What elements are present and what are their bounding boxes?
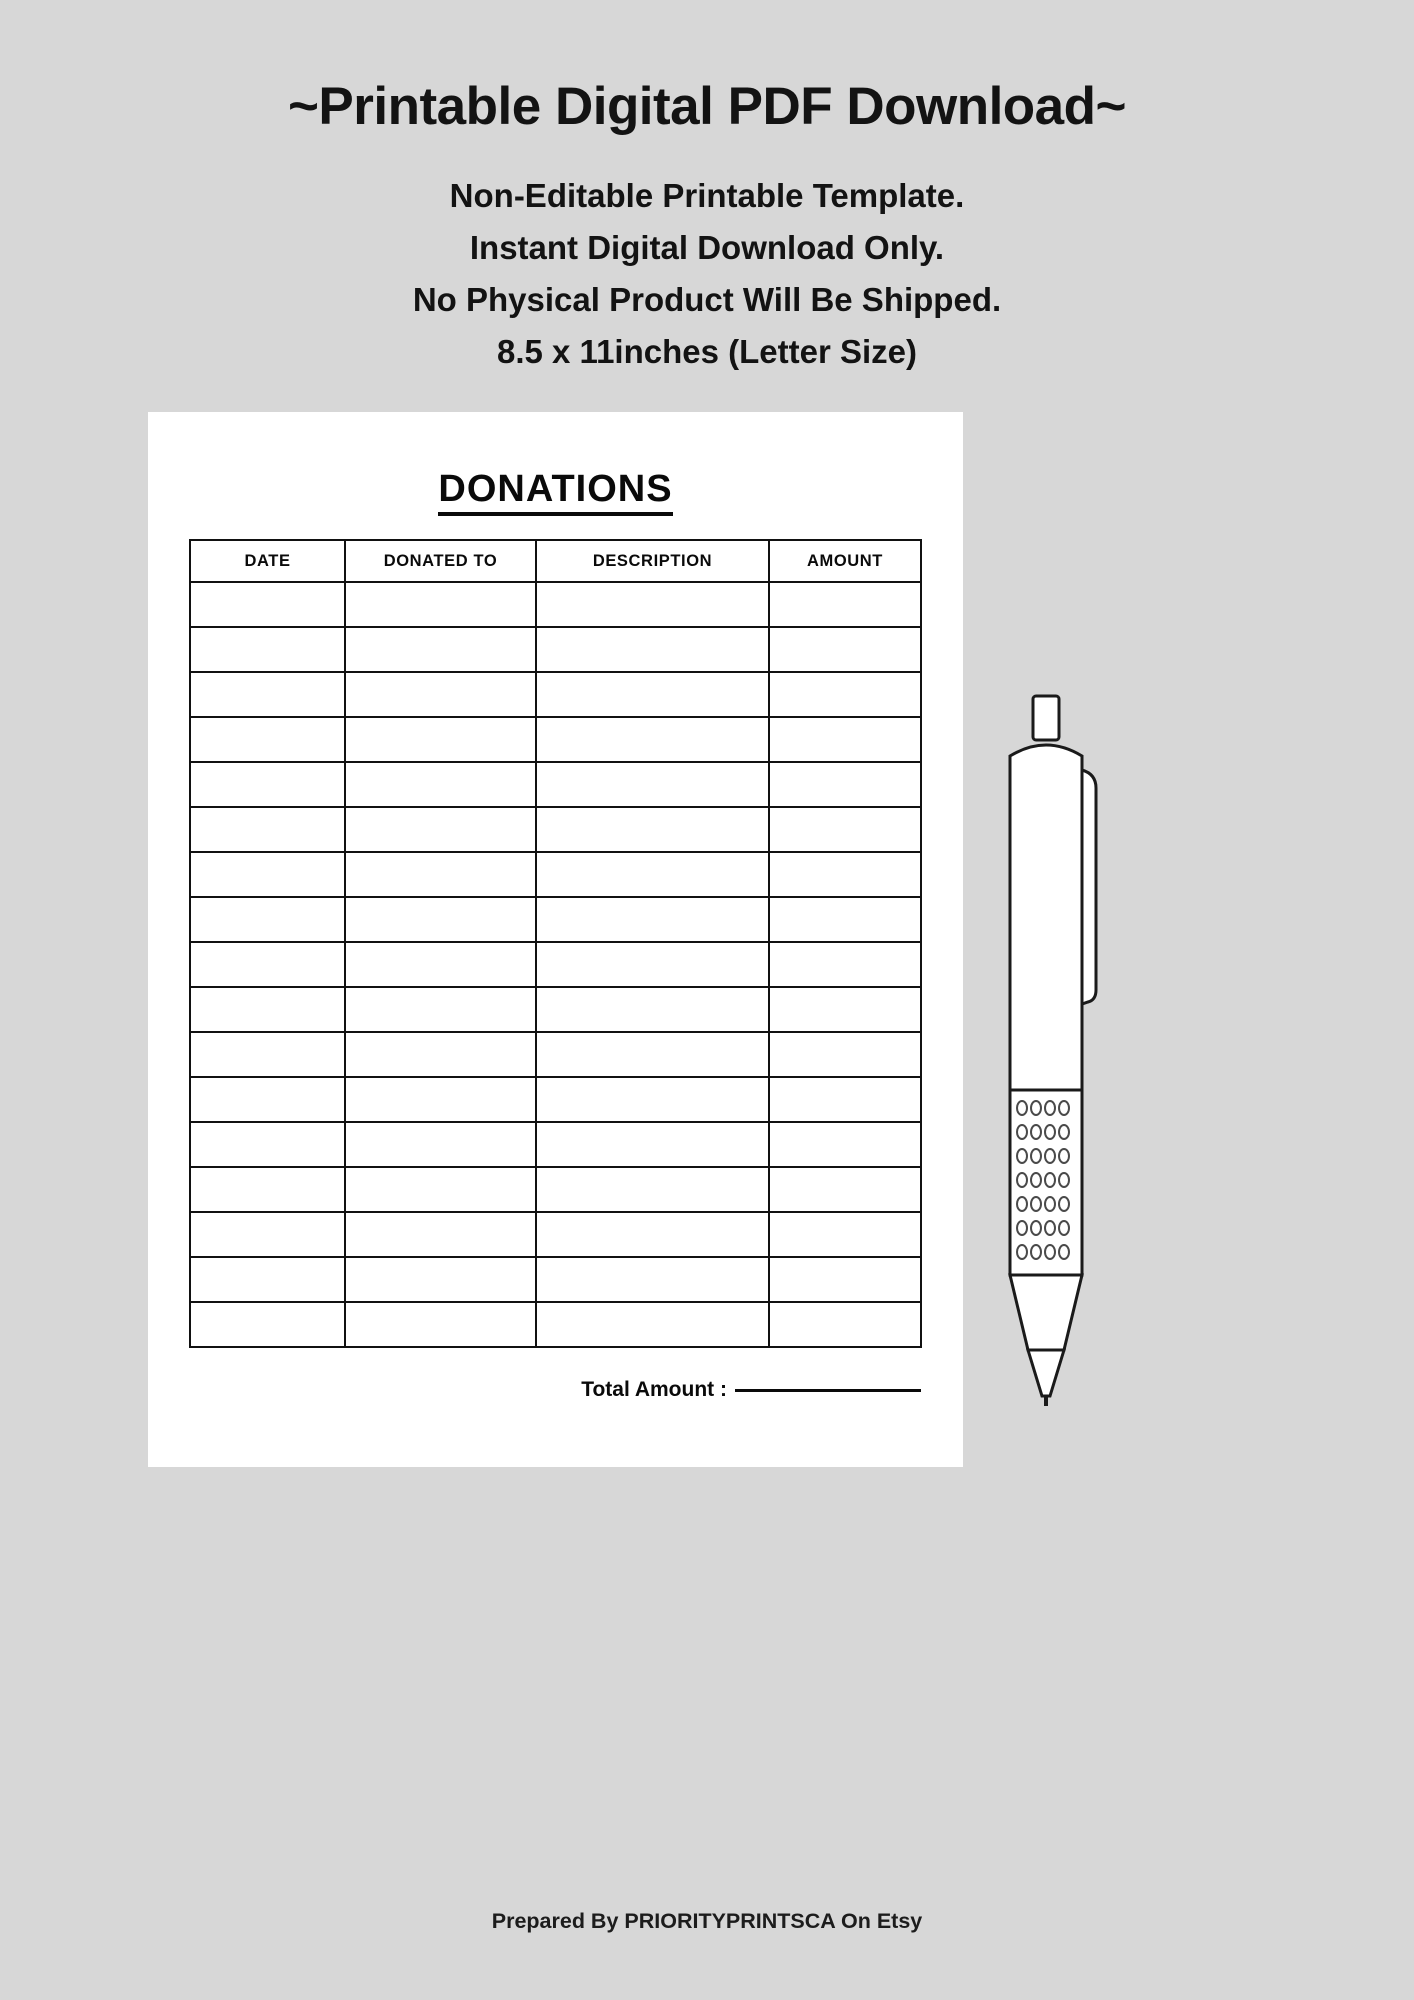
table-cell bbox=[769, 1167, 921, 1212]
table-cell bbox=[536, 1257, 769, 1302]
table-cell bbox=[190, 897, 345, 942]
table-cell bbox=[345, 627, 536, 672]
table-cell bbox=[345, 1257, 536, 1302]
document-title-text: DONATIONS bbox=[438, 468, 672, 516]
table-cell bbox=[769, 627, 921, 672]
table-cell bbox=[769, 807, 921, 852]
table-cell bbox=[345, 807, 536, 852]
table-cell bbox=[769, 717, 921, 762]
table-cell bbox=[536, 717, 769, 762]
table-cell bbox=[769, 942, 921, 987]
table-cell bbox=[769, 582, 921, 627]
column-header-description: DESCRIPTION bbox=[536, 540, 769, 582]
header-line-2: Instant Digital Download Only. bbox=[469, 229, 945, 267]
table-row bbox=[190, 1302, 921, 1347]
table-cell bbox=[769, 1302, 921, 1347]
table-body bbox=[190, 582, 921, 1347]
table-cell bbox=[190, 627, 345, 672]
table-cell bbox=[769, 672, 921, 717]
table-cell bbox=[769, 1122, 921, 1167]
table-cell bbox=[536, 1302, 769, 1347]
table-cell bbox=[190, 717, 345, 762]
table-cell bbox=[345, 1122, 536, 1167]
table-cell bbox=[769, 987, 921, 1032]
table-cell bbox=[345, 1032, 536, 1077]
table-cell bbox=[536, 852, 769, 897]
table-row bbox=[190, 762, 921, 807]
table-row bbox=[190, 1212, 921, 1257]
table-row bbox=[190, 807, 921, 852]
table-cell bbox=[345, 942, 536, 987]
table-cell bbox=[345, 1077, 536, 1122]
table-cell bbox=[536, 807, 769, 852]
table-cell bbox=[190, 1257, 345, 1302]
table-cell bbox=[190, 1122, 345, 1167]
table-row bbox=[190, 1257, 921, 1302]
table-cell bbox=[536, 672, 769, 717]
table-row bbox=[190, 942, 921, 987]
table-cell bbox=[190, 807, 345, 852]
table-cell bbox=[345, 582, 536, 627]
header-line-3: No Physical Product Will Be Shipped. bbox=[412, 280, 1002, 318]
table-cell bbox=[190, 1077, 345, 1122]
table-cell bbox=[345, 1167, 536, 1212]
table-cell bbox=[190, 1212, 345, 1257]
table-cell bbox=[536, 987, 769, 1032]
table-cell bbox=[190, 852, 345, 897]
column-header-amount: AMOUNT bbox=[769, 540, 921, 582]
table-cell bbox=[536, 582, 769, 627]
total-amount-row bbox=[190, 1378, 921, 1402]
sheet-content bbox=[188, 452, 923, 1437]
table-cell bbox=[769, 762, 921, 807]
donations-table bbox=[189, 539, 922, 1348]
table-cell bbox=[345, 987, 536, 1032]
table-cell bbox=[190, 942, 345, 987]
table-cell bbox=[190, 672, 345, 717]
table-row bbox=[190, 852, 921, 897]
table-cell bbox=[190, 1167, 345, 1212]
table-cell bbox=[536, 942, 769, 987]
table-row bbox=[190, 1122, 921, 1167]
table-cell bbox=[190, 1032, 345, 1077]
column-header-date: DATE bbox=[190, 540, 345, 582]
table-row bbox=[190, 987, 921, 1032]
table-row bbox=[190, 1077, 921, 1122]
table-row bbox=[190, 627, 921, 672]
ballpoint-pen-icon bbox=[990, 690, 1110, 1410]
printable-sheet-preview bbox=[148, 412, 963, 1467]
table-cell bbox=[536, 897, 769, 942]
table-cell bbox=[190, 762, 345, 807]
table-row bbox=[190, 1167, 921, 1212]
table-cell bbox=[536, 1032, 769, 1077]
header-line-4: 8.5 x 11inches (Letter Size) bbox=[496, 332, 918, 370]
table-cell bbox=[345, 672, 536, 717]
table-cell bbox=[345, 897, 536, 942]
header bbox=[0, 0, 1414, 377]
table-cell bbox=[190, 1302, 345, 1347]
table-cell bbox=[536, 627, 769, 672]
table-row bbox=[190, 1032, 921, 1077]
table-header bbox=[190, 540, 921, 582]
table-cell bbox=[769, 852, 921, 897]
pen-illustration bbox=[990, 690, 1110, 1410]
total-amount-blank bbox=[735, 1389, 921, 1392]
total-amount-label: Total Amount : bbox=[581, 1378, 727, 1401]
table-row bbox=[190, 672, 921, 717]
table-row bbox=[190, 897, 921, 942]
document-title bbox=[188, 468, 923, 511]
table-cell bbox=[536, 762, 769, 807]
table-cell bbox=[769, 1032, 921, 1077]
table-cell bbox=[536, 1122, 769, 1167]
table-cell bbox=[769, 1077, 921, 1122]
column-header-donated-to: DONATED TO bbox=[345, 540, 536, 582]
table-cell bbox=[536, 1212, 769, 1257]
table-cell bbox=[345, 1212, 536, 1257]
table-cell bbox=[345, 762, 536, 807]
table-row bbox=[190, 582, 921, 627]
header-subtext bbox=[0, 170, 1414, 377]
table-header-row bbox=[190, 540, 921, 582]
table-cell bbox=[190, 987, 345, 1032]
table-cell bbox=[769, 897, 921, 942]
table-cell bbox=[345, 1302, 536, 1347]
table-cell bbox=[345, 852, 536, 897]
page-title: ~Printable Digital PDF Download~ bbox=[287, 77, 1126, 136]
header-line-1: Non-Editable Printable Template. bbox=[449, 177, 965, 215]
table-cell bbox=[769, 1257, 921, 1302]
table-cell bbox=[536, 1077, 769, 1122]
footer-credit: Prepared By PRIORITYPRINTSCA On Etsy bbox=[491, 1909, 923, 1933]
table-cell bbox=[345, 717, 536, 762]
table-cell bbox=[190, 582, 345, 627]
table-cell bbox=[536, 1167, 769, 1212]
table-row bbox=[190, 717, 921, 762]
table-cell bbox=[769, 1212, 921, 1257]
